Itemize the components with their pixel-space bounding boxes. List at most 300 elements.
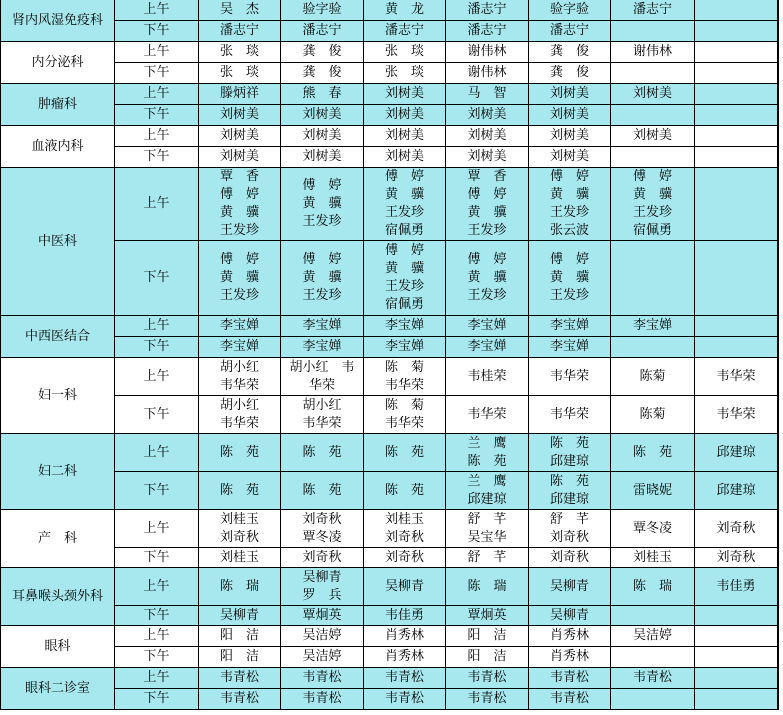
doctor-name: 罗 兵: [302, 587, 342, 603]
doctor-cell: [446, 472, 529, 510]
doctor-cell: [364, 126, 446, 147]
doctor-cell: [529, 358, 611, 396]
doctor-cell: [281, 42, 364, 63]
doctor-cell: [611, 434, 695, 472]
doctor-cell: [529, 84, 611, 105]
period-label: 下午: [115, 63, 199, 84]
doctor-name: 李宝婵: [467, 339, 507, 354]
doctor-name: 张 琰: [219, 44, 259, 59]
doctor-name: 覃 香: [219, 169, 259, 184]
period-label: 下午: [115, 105, 199, 126]
doctor-cell: [199, 241, 281, 316]
empty-cell: [778, 568, 779, 606]
doctor-cell: [199, 358, 281, 396]
doctor-name: 刘奇秋: [302, 511, 342, 527]
doctor-name: 舒 芊: [467, 549, 507, 565]
doctor-cell: [611, 21, 695, 42]
doctor-cell: [199, 63, 281, 84]
doctor-cell: [364, 21, 446, 42]
doctor-name: 吴洁婷: [632, 628, 672, 643]
doctor-cell: [364, 147, 446, 168]
doctor-cell: [695, 316, 778, 337]
schedule-body: [1, 0, 779, 710]
doctor-name: 韦青松: [632, 670, 672, 685]
doctor-name: 刘树美: [549, 149, 589, 164]
doctor-cell: [281, 626, 364, 647]
doctor-name: 刘奇秋: [384, 549, 424, 565]
table-row: [1, 42, 779, 63]
doctor-name: 邱建琼: [549, 453, 589, 469]
empty-cell: [778, 647, 779, 668]
doctor-name: 韦青松: [549, 691, 589, 706]
doctor-name: 验字验: [549, 2, 589, 17]
doctor-cell: [281, 548, 364, 568]
doctor-name: 吴宝华: [467, 529, 507, 545]
doctor-cell: [529, 168, 611, 241]
doctor-name: 刘奇秋: [219, 529, 259, 545]
doctor-name: 王发珍: [549, 205, 589, 220]
doctor-cell: [199, 510, 281, 548]
doctor-cell: [611, 63, 695, 84]
doctor-name: 刘树美: [549, 128, 589, 143]
doctor-name: 刘奇秋: [384, 529, 424, 545]
doctor-name: 刘树美: [549, 107, 589, 122]
doctor-name: 阳 洁: [467, 628, 507, 643]
doctor-name: 黄 骥: [219, 205, 259, 220]
doctor-cell: [446, 105, 529, 126]
doctor-name: 韦华荣: [549, 368, 589, 384]
doctor-name: 吴洁婷: [302, 649, 342, 664]
empty-cell: [778, 0, 779, 21]
doctor-cell: [695, 548, 778, 568]
doctor-name: 李宝婵: [384, 339, 424, 354]
department-name: 耳鼻喉头颈外科: [1, 568, 115, 626]
doctor-cell: [695, 668, 778, 689]
doctor-cell: [281, 510, 364, 548]
department-name: 中医科: [1, 168, 115, 316]
doctor-name: 韦青松: [219, 670, 259, 685]
empty-cell: [778, 434, 779, 472]
doctor-name: 马 智: [467, 86, 507, 101]
department-name: 肿瘤科: [1, 84, 115, 126]
doctor-cell: [611, 548, 695, 568]
doctor-name: 黄 骥: [549, 270, 589, 285]
doctor-cell: [199, 42, 281, 63]
doctor-name: 黄 骥: [302, 196, 342, 211]
doctor-name: 陈 苑: [549, 473, 589, 489]
doctor-cell: [446, 626, 529, 647]
empty-cell: [778, 105, 779, 126]
doctor-name: 龚 俊: [549, 44, 589, 59]
empty-cell: [778, 126, 779, 147]
doctor-cell: [281, 84, 364, 105]
doctor-name: 潘志宁: [384, 23, 424, 38]
doctor-name: 覃 香: [467, 169, 507, 184]
empty-cell: [778, 21, 779, 42]
doctor-cell: [611, 689, 695, 710]
doctor-cell: [281, 63, 364, 84]
doctor-name: 宿佩勇: [384, 223, 424, 238]
doctor-name: 肖秀林: [549, 628, 589, 643]
doctor-name: 韦华荣: [716, 368, 756, 384]
doctor-name: 陈 苑: [384, 444, 424, 460]
doctor-cell: [281, 396, 364, 434]
doctor-cell: [611, 472, 695, 510]
doctor-name: 陈 苑: [467, 453, 507, 469]
empty-cell: [778, 472, 779, 510]
doctor-name: 谢伟林: [632, 44, 672, 59]
doctor-cell: [611, 84, 695, 105]
doctor-name: 覃炯英: [467, 607, 507, 623]
doctor-cell: [529, 337, 611, 358]
doctor-name: 王发珍: [384, 279, 424, 294]
doctor-cell: [199, 626, 281, 647]
doctor-name: 陈 苑: [632, 444, 672, 460]
empty-cell: [778, 337, 779, 358]
doctor-name: 谢伟林: [467, 44, 507, 59]
period-label: 下午: [115, 396, 199, 434]
doctor-cell: [529, 434, 611, 472]
doctor-name: 韦华荣: [384, 415, 424, 431]
doctor-cell: [199, 84, 281, 105]
table-row: [1, 358, 779, 396]
doctor-name: 吴柳青: [302, 569, 342, 585]
doctor-cell: [446, 63, 529, 84]
doctor-cell: [364, 668, 446, 689]
table-row: [1, 126, 779, 147]
empty-cell: [778, 168, 779, 241]
doctor-cell: [529, 21, 611, 42]
doctor-name: 陈 苑: [302, 444, 342, 460]
department-name: 产 科: [1, 510, 115, 568]
doctor-cell: [446, 42, 529, 63]
doctor-name: 刘树美: [302, 128, 342, 143]
doctor-name: 舒 芊: [549, 511, 589, 527]
doctor-cell: [695, 568, 778, 606]
doctor-cell: [611, 0, 695, 21]
doctor-cell: [529, 42, 611, 63]
doctor-name: 李宝婵: [219, 339, 259, 354]
doctor-cell: [281, 647, 364, 668]
doctor-cell: [364, 358, 446, 396]
table-row: [1, 548, 779, 568]
doctor-name: 刘树美: [384, 149, 424, 164]
table-row: [1, 0, 779, 21]
doctor-name: 吴柳青: [384, 578, 424, 594]
doctor-name: 刘树美: [384, 86, 424, 101]
doctor-cell: [611, 510, 695, 548]
doctor-cell: [364, 548, 446, 568]
doctor-name: 刘树美: [219, 149, 259, 164]
doctor-name: 傅 婷: [302, 252, 342, 267]
doctor-name: 李宝婵: [302, 339, 342, 354]
doctor-name: 陈 苑: [302, 482, 342, 498]
doctor-cell: [281, 689, 364, 710]
doctor-cell: [529, 396, 611, 434]
doctor-cell: [281, 0, 364, 21]
period-label: 下午: [115, 147, 199, 168]
doctor-name: 韦华荣: [302, 415, 342, 431]
doctor-name: 陈 苑: [219, 444, 259, 460]
doctor-name: 覃冬凌: [302, 529, 342, 545]
doctor-cell: [199, 126, 281, 147]
doctor-name: 黄 骥: [384, 187, 424, 202]
department-name: 眼科二诊室: [1, 668, 115, 710]
doctor-cell: [446, 568, 529, 606]
doctor-name: 潘志宁: [467, 2, 507, 17]
doctor-cell: [364, 241, 446, 316]
doctor-name: 胡小红: [219, 397, 259, 413]
doctor-cell: [281, 241, 364, 316]
period-label: 下午: [115, 606, 199, 626]
doctor-name: 韦青松: [467, 691, 507, 706]
doctor-cell: [695, 626, 778, 647]
doctor-cell: [529, 568, 611, 606]
doctor-name: 刘树美: [219, 107, 259, 122]
department-name: 血液内科: [1, 126, 115, 168]
doctor-cell: [611, 358, 695, 396]
doctor-cell: [364, 472, 446, 510]
doctor-cell: [199, 548, 281, 568]
doctor-name: 陈 苑: [549, 435, 589, 451]
doctor-name: 傅 婷: [632, 169, 672, 184]
doctor-cell: [529, 668, 611, 689]
doctor-name: 傅 婷: [467, 252, 507, 267]
doctor-cell: [446, 84, 529, 105]
doctor-name: 验字验: [302, 2, 342, 17]
period-label: 下午: [115, 21, 199, 42]
doctor-cell: [199, 434, 281, 472]
table-row: [1, 626, 779, 647]
period-label: 下午: [115, 241, 199, 316]
doctor-name: 王发珍: [384, 205, 424, 220]
doctor-cell: [281, 472, 364, 510]
doctor-name: 刘奇秋: [302, 549, 342, 565]
doctor-cell: [199, 0, 281, 21]
doctor-name: 王发珍: [302, 288, 342, 303]
doctor-name: 华荣: [308, 377, 335, 393]
doctor-cell: [611, 168, 695, 241]
doctor-name: 韦青松: [384, 670, 424, 685]
doctor-name: 潘志宁: [632, 2, 672, 17]
doctor-name: 陈菊: [639, 368, 666, 384]
doctor-cell: [695, 21, 778, 42]
doctor-name: 吴柳青: [549, 607, 589, 623]
doctor-name: 王发珍: [632, 205, 672, 220]
doctor-cell: [446, 21, 529, 42]
doctor-name: 王发珍: [549, 288, 589, 303]
doctor-cell: [281, 147, 364, 168]
doctor-cell: [611, 147, 695, 168]
doctor-name: 黄 骥: [467, 270, 507, 285]
empty-cell: [778, 606, 779, 626]
doctor-name: 傅 婷: [549, 252, 589, 267]
empty-cell: [778, 42, 779, 63]
doctor-name: 潘志宁: [467, 23, 507, 38]
doctor-cell: [695, 241, 778, 316]
doctor-name: 傅 婷: [384, 243, 424, 258]
doctor-cell: [529, 647, 611, 668]
empty-cell: [778, 510, 779, 548]
doctor-name: 黄 龙: [384, 2, 424, 17]
doctor-name: 邱建琼: [549, 491, 589, 507]
doctor-cell: [611, 606, 695, 626]
doctor-name: 黄 骥: [632, 187, 672, 202]
table-row: [1, 647, 779, 668]
doctor-name: 李宝婵: [632, 318, 672, 333]
doctor-cell: [199, 568, 281, 606]
doctor-cell: [529, 689, 611, 710]
doctor-name: 刘树美: [302, 149, 342, 164]
doctor-cell: [199, 168, 281, 241]
doctor-cell: [529, 316, 611, 337]
doctor-name: 王发珍: [467, 288, 507, 303]
doctor-name: 龚 俊: [302, 65, 342, 80]
doctor-cell: [446, 434, 529, 472]
doctor-cell: [364, 606, 446, 626]
doctor-cell: [446, 126, 529, 147]
doctor-cell: [199, 606, 281, 626]
doctor-name: 邱建琼: [716, 482, 756, 498]
doctor-name: 傅 婷: [219, 187, 259, 202]
doctor-cell: [529, 626, 611, 647]
doctor-name: 韦华荣: [549, 406, 589, 422]
doctor-name: 吴 杰: [219, 2, 259, 17]
doctor-name: 韦华荣: [219, 377, 259, 393]
doctor-name: 韦佳勇: [384, 607, 424, 623]
doctor-cell: [199, 337, 281, 358]
table-row: [1, 21, 779, 42]
doctor-cell: [281, 668, 364, 689]
doctor-cell: [446, 510, 529, 548]
doctor-name: 李宝婵: [219, 318, 259, 333]
doctor-cell: [529, 548, 611, 568]
table-row: [1, 147, 779, 168]
doctor-cell: [364, 626, 446, 647]
doctor-name: 刘奇秋: [549, 529, 589, 545]
department-name: 内分泌科: [1, 42, 115, 84]
doctor-name: 肖秀林: [384, 649, 424, 664]
doctor-cell: [446, 316, 529, 337]
period-label: 下午: [115, 337, 199, 358]
doctor-cell: [281, 21, 364, 42]
doctor-cell: [695, 126, 778, 147]
table-row: [1, 241, 779, 316]
doctor-name: 胡小红 韦: [289, 359, 355, 375]
doctor-name: 王发珍: [467, 223, 507, 238]
doctor-name: 陈 菊: [384, 359, 424, 375]
doctor-cell: [611, 668, 695, 689]
doctor-cell: [199, 105, 281, 126]
doctor-cell: [529, 63, 611, 84]
doctor-cell: [695, 147, 778, 168]
doctor-cell: [199, 647, 281, 668]
doctor-cell: [529, 510, 611, 548]
doctor-cell: [199, 668, 281, 689]
table-row: [1, 606, 779, 626]
doctor-cell: [611, 42, 695, 63]
doctor-name: 兰 鹰: [467, 435, 507, 451]
table-row: [1, 510, 779, 548]
doctor-cell: [364, 105, 446, 126]
doctor-name: 阳 洁: [467, 649, 507, 664]
doctor-name: 韦华荣: [219, 415, 259, 431]
doctor-name: 阳 洁: [219, 649, 259, 664]
table-row: [1, 337, 779, 358]
table-row: [1, 689, 779, 710]
doctor-cell: [281, 568, 364, 606]
doctor-name: 黄 骥: [384, 261, 424, 276]
doctor-cell: [529, 147, 611, 168]
empty-cell: [778, 689, 779, 710]
doctor-name: 龚 俊: [302, 44, 342, 59]
doctor-cell: [281, 606, 364, 626]
doctor-name: 刘树美: [384, 128, 424, 143]
doctor-cell: [364, 0, 446, 21]
doctor-cell: [529, 126, 611, 147]
doctor-name: 王发珍: [302, 214, 342, 229]
doctor-cell: [695, 337, 778, 358]
doctor-cell: [364, 689, 446, 710]
empty-cell: [778, 147, 779, 168]
empty-cell: [778, 626, 779, 647]
empty-cell: [778, 84, 779, 105]
doctor-cell: [611, 126, 695, 147]
period-label: 上午: [115, 510, 199, 548]
doctor-name: 韦青松: [302, 670, 342, 685]
doctor-name: 陈 苑: [219, 482, 259, 498]
doctor-cell: [446, 241, 529, 316]
doctor-cell: [695, 510, 778, 548]
period-label: 上午: [115, 0, 199, 21]
table-row: [1, 668, 779, 689]
doctor-name: 韦青松: [549, 670, 589, 685]
doctor-name: 潘志宁: [302, 23, 342, 38]
doctor-cell: [695, 606, 778, 626]
period-label: 上午: [115, 358, 199, 396]
empty-cell: [778, 548, 779, 568]
doctor-name: 吴柳青: [219, 607, 259, 623]
doctor-name: 刘奇秋: [716, 549, 756, 565]
doctor-name: 刘奇秋: [549, 549, 589, 565]
department-name: 眼科: [1, 626, 115, 668]
doctor-name: 李宝婵: [549, 318, 589, 333]
doctor-cell: [611, 105, 695, 126]
doctor-name: 刘桂玉: [384, 511, 424, 527]
department-name: 妇二科: [1, 434, 115, 510]
doctor-cell: [446, 0, 529, 21]
doctor-cell: [446, 668, 529, 689]
doctor-cell: [364, 168, 446, 241]
department-name: 妇一科: [1, 358, 115, 434]
doctor-cell: [695, 472, 778, 510]
doctor-name: 韦青松: [384, 691, 424, 706]
doctor-cell: [695, 689, 778, 710]
doctor-name: 刘树美: [632, 86, 672, 101]
doctor-name: 刘树美: [384, 107, 424, 122]
doctor-name: 张 琰: [219, 65, 259, 80]
doctor-name: 刘奇秋: [716, 520, 756, 536]
doctor-cell: [199, 396, 281, 434]
doctor-name: 陈 苑: [384, 482, 424, 498]
empty-cell: [778, 668, 779, 689]
doctor-cell: [695, 63, 778, 84]
period-label: 上午: [115, 126, 199, 147]
doctor-name: 刘树美: [467, 107, 507, 122]
doctor-name: 傅 婷: [549, 169, 589, 184]
doctor-name: 李宝婵: [384, 318, 424, 333]
doctor-cell: [446, 548, 529, 568]
